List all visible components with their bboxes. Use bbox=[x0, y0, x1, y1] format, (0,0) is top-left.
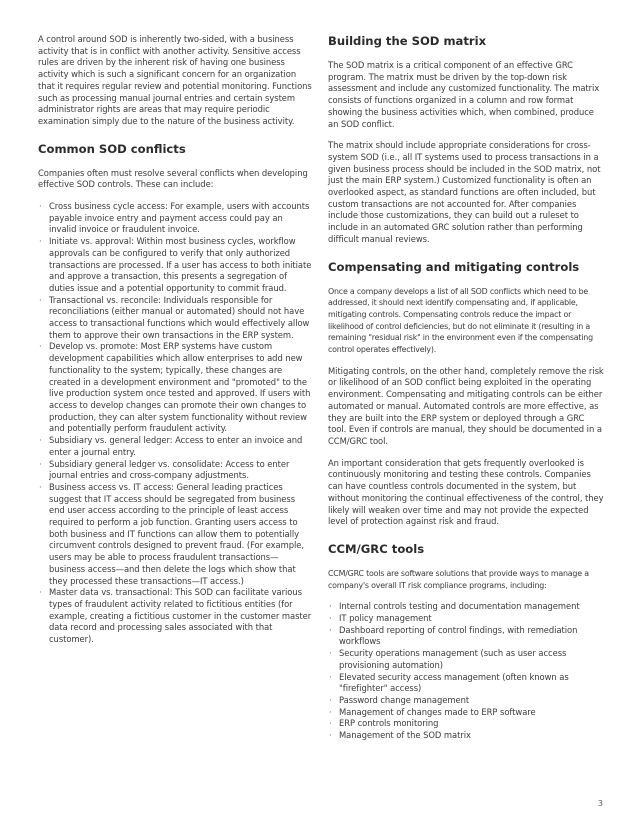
list-item: · Subsidiary vs. general ledger: Access to enter an invoice and enter a journal entry. bbox=[38, 435, 312, 458]
list-item: · Management of the SOD matrix bbox=[328, 730, 604, 742]
ccm-grc-tools-heading: CCM/GRC tools bbox=[328, 541, 425, 556]
list-item: · Management of changes made to ERP software bbox=[328, 707, 604, 719]
page-number: 3 bbox=[597, 799, 603, 808]
list-item: · Internal controls testing and documentation management bbox=[328, 601, 604, 613]
matrix-paragraph: The matrix should include appropriate considerations for cross-system SOD (i.e., all IT systems used to process transactions in a given business process should be included in the SOD matrix, not just the main ERP system.) Customized functionality is often an overlooked aspect, as standard functions are often included, but custom transactions are not accounted for. After companies include those customizations, they can build out a ruleset to include in an automated GRC solution rather than performing difficult manual reviews. bbox=[328, 140, 601, 244]
ccm-grc-intro: CCM/GRC tools are software solutions that provide ways to manage a company's overall IT risk compliance programs, including: bbox=[328, 568, 589, 590]
list-item: · Security operations management (such as user access provisioning automation) bbox=[328, 648, 604, 671]
list-item: · Initiate vs. approval: Within most business cycles, workflow approvals can be configured to verify that only authorized transactions are processed. If a user has access to both initiate and approve a transaction, this presents a segregation of duties issue and a potential opportunity to commit fraud. bbox=[38, 236, 312, 295]
intro-paragraph: A control around SOD is inherently two-sided, with a business activity that is in conflict with another activity. Sensitive access rules are driven by the inherent risk of having one business activity which is such a significant concern for an organization that it requires regular review and potential monitoring. Functions such as processing manual journal entries and certain system administrator rights are areas that may require periodic examination simply due to the nature of the business activity. bbox=[38, 34, 312, 126]
list-item: · Master data vs. transactional: This SOD can facilitate various types of fraudulent activity related to fictitious entities (for example, creating a fictitious customer in the customer master data record and processing sales associated with that customer). bbox=[38, 587, 312, 646]
mitigating-paragraph: Mitigating controls, on the other hand, completely remove the risk or likelihood of an SOD conflict being exploited in the operating environment. Compensating and mitigating controls can be either automated or manual. Automated controls are more effective, as they are built into the ERP system or deployed through a GRC tool. Even if controls are manual, they should be documented in a CCM/GRC tool. bbox=[328, 365, 604, 446]
list-item: · Elevated security access management (often known as "firefighter" access) bbox=[328, 672, 604, 695]
common-sod-conflicts-heading: Common SOD conflicts bbox=[38, 141, 186, 156]
common-sod-conflicts-intro: Companies often must resolve several conflicts when developing effective SOD controls. These can include: bbox=[38, 167, 308, 190]
list-item: · Transactional vs. reconcile: Individuals responsible for reconciliations (either manual or automated) should not have access to transactional functions which would effectively allow them to approve their own transactions in the ERP system. bbox=[38, 295, 312, 342]
monitoring-paragraph: An important consideration that gets frequently overlooked is continuously monitoring and testing these controls. Companies can have countless controls documented in the system, but without monitoring the continual effectiveness of the control, they likely will weaken over time and may not provide the expected level of protection against risk and fraud. bbox=[328, 457, 604, 527]
left-column bbox=[38, 34, 312, 656]
list-item: · IT policy management bbox=[328, 613, 604, 625]
right-column bbox=[328, 34, 604, 752]
compensating-controls-heading: Compensating and mitigating controls bbox=[328, 259, 580, 274]
list-item: · Subsidiary general ledger vs. consolidate: Access to enter journal entries and cross-company adjustments. bbox=[38, 459, 312, 482]
list-item: · ERP controls monitoring bbox=[328, 718, 604, 730]
list-item: · Develop vs. promote: Most ERP systems have custom development capabilities which allow enterprises to add new functionality to the system; typically, these changes are created in a development environment and "promoted" to the live production system once tested and approved. If users with access to develop changes can promote their own changes to production, they can alter system functionality without review and potentially perform fraudulent activity. bbox=[38, 341, 312, 435]
matrix-paragraph: The SOD matrix is a critical component of an effective GRC program. The matrix must be driven by the top-down risk assessment and include any customized functionality. The matrix consists of functions organized in a column and row format showing the business activities which, when combined, produce an SOD conflict. bbox=[328, 60, 600, 129]
list-item: · Password change management bbox=[328, 695, 604, 707]
list-item: · Business access vs. IT access: General leading practices suggest that IT access should be segregated from business end user access according to the principle of least access required to perform a job function. Granting users access to both business and IT functions can allow them to potentially circumvent controls designed to prevent fraud. (For example, users may be able to process fraudulent transactions—business access—and then delete the logs which show that they processed these transactions—IT access.) bbox=[38, 482, 312, 587]
list-item: · Cross business cycle access: For example, users with accounts payable invoice entry and payment access could pay an invalid invoice or fraudulent invoice. bbox=[38, 201, 312, 236]
list-item: · Dashboard reporting of control findings, with remediation workflows bbox=[328, 625, 604, 648]
building-sod-matrix-heading: Building the SOD matrix bbox=[328, 34, 487, 48]
compensating-paragraph: Once a company develops a list of all SOD conflicts which need to be addressed, it should next identify compensating and, if applicable, mitigating controls. Compensating controls reduce the impact or likelihood of control deficiencies, but do not eliminate it (resulting in a remaining "residual risk" in the environment even if the compensating control operates effectively). bbox=[328, 286, 593, 355]
ccm-grc-list bbox=[328, 601, 604, 741]
sod-conflicts-list bbox=[38, 201, 312, 646]
